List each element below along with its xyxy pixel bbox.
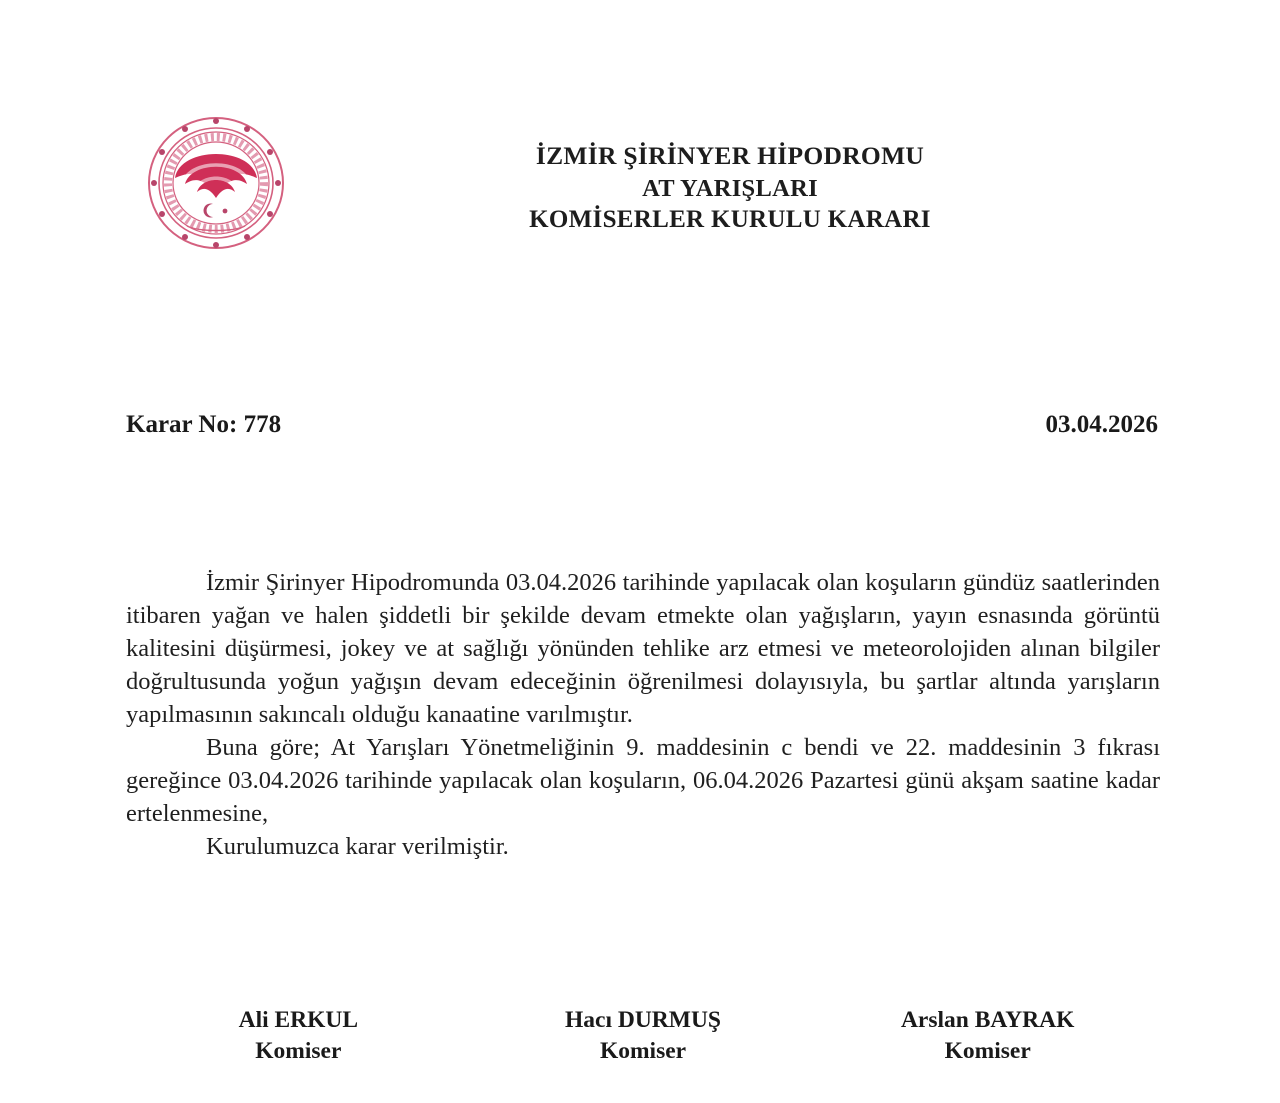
page-title — [430, 140, 1030, 236]
signatory-name: Hacı DURMUŞ — [565, 1007, 721, 1033]
signature-3 — [815, 1005, 1160, 1067]
title-line-2: AT YARIŞLARI — [642, 174, 818, 202]
turkish-ministry-emblem-icon — [147, 116, 285, 250]
signatory-role: Komiser — [255, 1038, 342, 1065]
signatory-name: Ali ERKUL — [238, 1007, 359, 1033]
signatory-role: Komiser — [944, 1038, 1031, 1065]
body-paragraph-1: İzmir Şirinyer Hipodromunda 03.04.2026 tarihinde yapılacak olan koşuların gündüz saatlerinden itibaren yağan ve halen şiddetli bir şekilde devam etmekte olan yağışların, yayın esnasında görüntü kalitesini düşürmesi, jokey ve at sağlığı yönünden tehlike arz etmesi ve meteorolojiden alınan bilgiler doğrultusunda yoğun yağışın devam edeceğinin öğrenilmesi dolayısıyla, bu şartlar altında yarışların yapılmasının sakıncalı olduğu kanaatine varılmıştır. — [126, 569, 1160, 728]
body-paragraph-2: Buna göre; At Yarışları Yönetmeliğinin 9. maddesinin c bendi ve 22. maddesinin 3 fıkrası gereğince 03.04.2026 tarihinde yapılacak olan koşuların, 06.04.2026 Pazartesi günü akşam saatine kadar ertelenmesine, — [126, 734, 1160, 827]
document-header — [0, 0, 1280, 270]
decision-number: Karar No: 778 — [126, 411, 282, 438]
decision-date: 03.04.2026 — [1045, 411, 1158, 438]
title-line-3: KOMİSERLER KURULU KARARI — [529, 205, 931, 233]
decision-meta-row — [126, 411, 1158, 439]
signature-2 — [471, 1005, 816, 1067]
body-paragraph-3: Kurulumuzca karar verilmiştir. — [206, 833, 509, 860]
signatory-role: Komiser — [599, 1038, 687, 1065]
signature-1 — [126, 1005, 471, 1067]
decision-body — [126, 566, 1160, 863]
title-line-1: İZMİR ŞİRİNYER HİPODROMU — [535, 141, 925, 170]
signature-block — [126, 1005, 1160, 1067]
signatory-name: Arslan BAYRAK — [900, 1007, 1075, 1033]
